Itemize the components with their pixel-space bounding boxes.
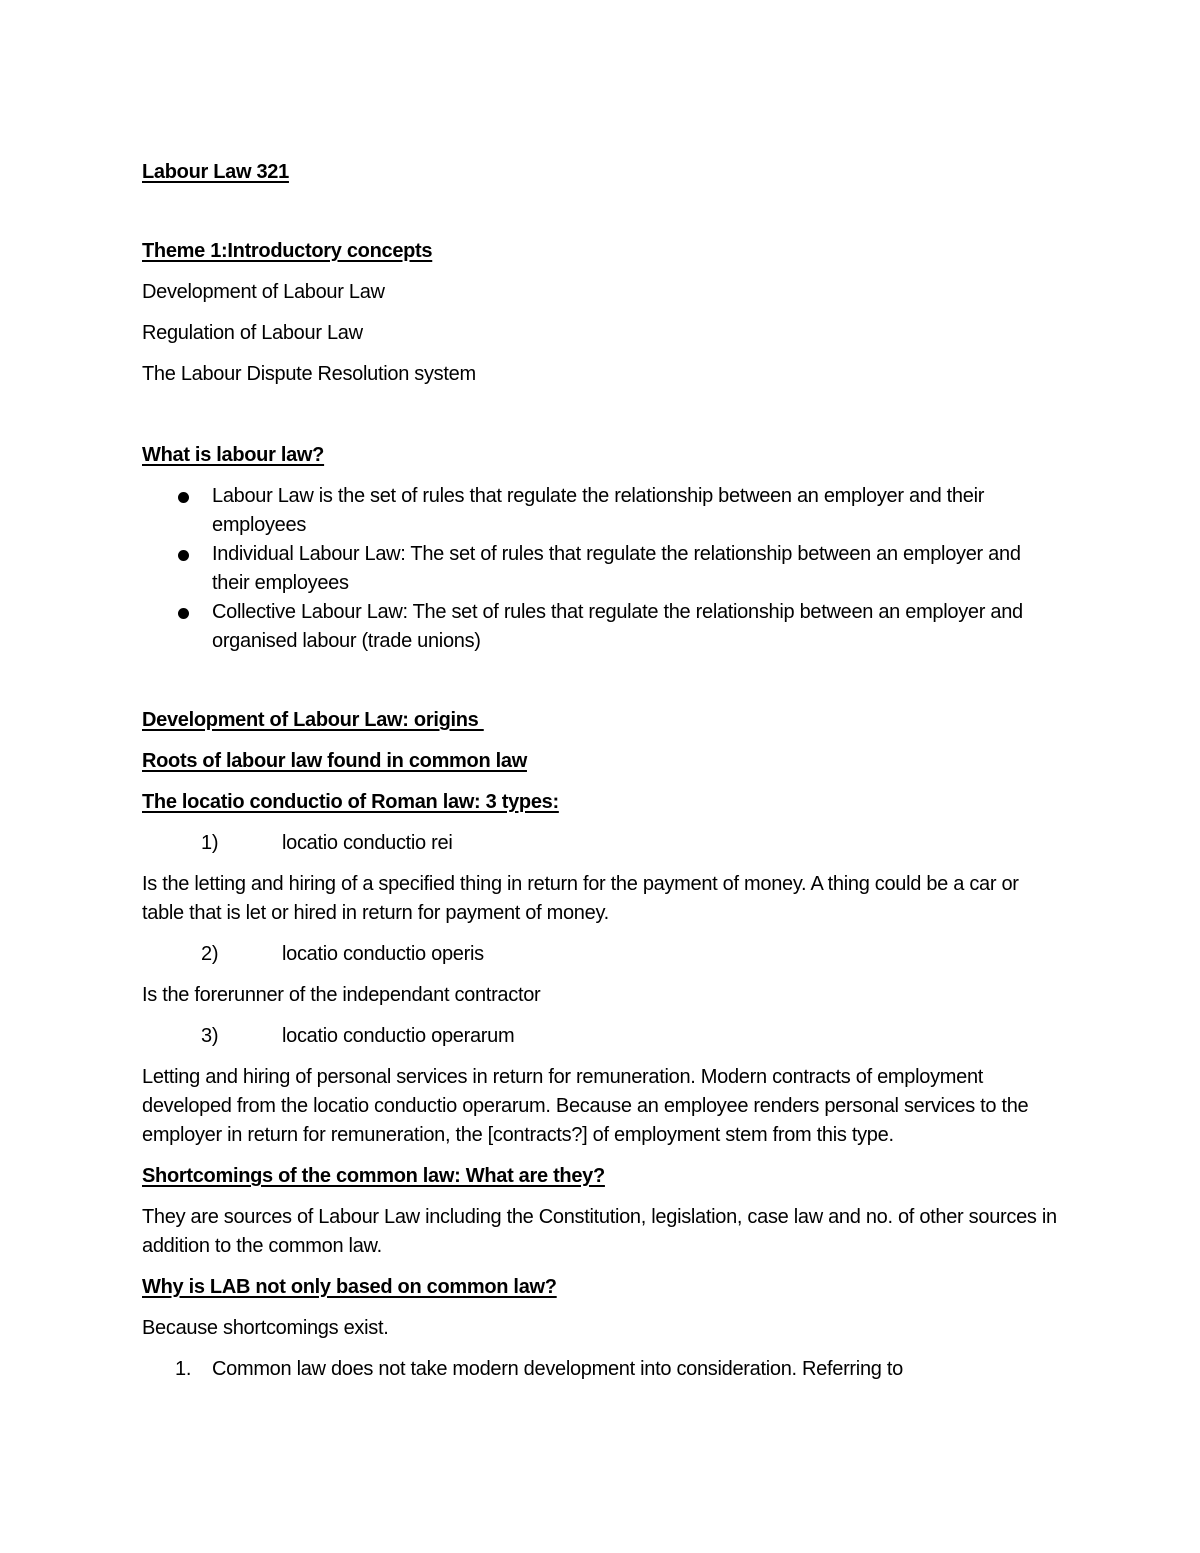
bullet-icon — [178, 492, 189, 503]
section-heading-shortcomings: Shortcomings of the common law: What are they? — [142, 1165, 605, 1187]
shortcomings-text: They are sources of Labour Law including the Constitution, legislation, case law and no. of other sources in addition to the common law. — [142, 1206, 1057, 1257]
type-description: Letting and hiring of personal services in return for remuneration. Modern contracts of employment developed from the locatio conductio operarum. Because an employee renders personal services to the employer in return for remuneration, the [contracts?] of employment stem from this type. — [142, 1066, 1029, 1146]
document-title: Labour Law 321 — [142, 161, 289, 183]
list-item-text: Individual Labour Law: The set of rules that regulate the relationship between an employer and their employees — [212, 543, 1021, 594]
definition-list — [142, 482, 1062, 656]
section-heading-what-is-labour-law: What is labour law? — [142, 444, 325, 466]
section-heading-why: Why is LAB not only based on common law? — [142, 1276, 557, 1298]
why-text: Because shortcomings exist. — [142, 1317, 389, 1339]
section-heading-locatio: The locatio conductio of Roman law: 3 types: — [142, 791, 559, 813]
type-name: locatio conductio rei — [282, 832, 453, 854]
document-page — [142, 158, 1062, 1384]
list-item-text: Labour Law is the set of rules that regulate the relationship between an employer and their employees — [212, 485, 985, 536]
list-item — [142, 482, 1062, 540]
bullet-icon — [178, 550, 189, 561]
reason-text: Common law does not take modern development into consideration. Referring to — [212, 1358, 903, 1380]
type-name: locatio conductio operis — [282, 943, 484, 965]
type-description: Is the letting and hiring of a specified thing in return for the payment of money. A thing could be a car or table that is let or hired in return for payment of money. — [142, 873, 1019, 924]
topic-item: The Labour Dispute Resolution system — [142, 363, 476, 385]
topic-item: Regulation of Labour Law — [142, 322, 363, 344]
type-number: 2) — [201, 943, 219, 965]
bullet-icon — [178, 608, 189, 619]
list-item-text: Collective Labour Law: The set of rules that regulate the relationship between an employer and organised labour (trade unions) — [212, 601, 1023, 652]
type-number: 1) — [201, 832, 219, 854]
type-item — [142, 940, 1062, 969]
topic-item: Development of Labour Law — [142, 281, 385, 303]
section-heading-development: Development of Labour Law: origins — [142, 709, 484, 731]
type-number: 3) — [201, 1025, 219, 1047]
type-name: locatio conductio operarum — [282, 1025, 515, 1047]
reason-number: 1. — [175, 1358, 192, 1380]
type-item — [142, 829, 1062, 858]
reason-item — [142, 1355, 1062, 1384]
type-description: Is the forerunner of the independant contractor — [142, 984, 541, 1006]
type-item — [142, 1022, 1062, 1051]
list-item — [142, 598, 1062, 656]
section-heading-roots: Roots of labour law found in common law — [142, 750, 527, 772]
theme-heading: Theme 1:Introductory concepts — [142, 240, 433, 262]
list-item — [142, 540, 1062, 598]
